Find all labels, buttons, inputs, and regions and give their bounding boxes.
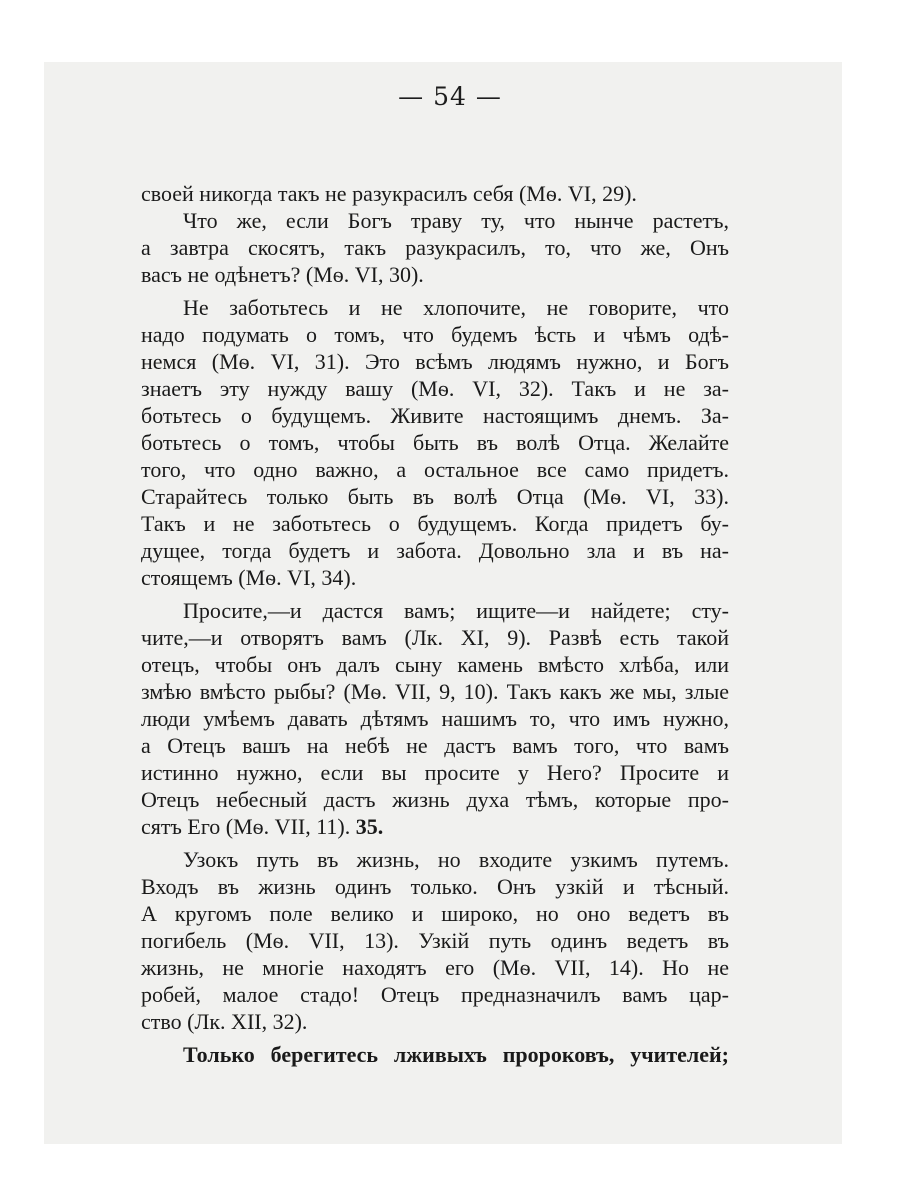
- text-line: Не заботьтесь и не хлопочите, не говорите, что: [183, 295, 729, 320]
- text-line: того, что одно важно, а остальное все само придетъ.: [141, 457, 729, 482]
- section-marker: 35.: [355, 814, 384, 839]
- body-text: [141, 180, 729, 1068]
- text-line: Старайтесь только быть въ волѣ Отца (Мѳ. VI, 33).: [141, 484, 729, 509]
- text-line: Узокъ путь въ жизнь, но входите узкимъ путемъ.: [183, 847, 729, 872]
- text-line-content: сятъ Его (Мѳ. VII, 11).: [141, 814, 351, 839]
- text-line: чите,—и отворятъ вамъ (Лк. XI, 9). Развѣ есть такой: [141, 625, 729, 650]
- page-number: — 54 —: [398, 82, 502, 111]
- text-line: Просите,—и дастся вамъ; ищите—и найдете; сту-: [183, 598, 729, 623]
- text-line: робей, малое стадо! Отецъ предназначилъ вамъ цар-: [141, 982, 729, 1007]
- text-line: ство (Лк. XII, 32).: [141, 1009, 308, 1034]
- text-line: истинно нужно, если вы просите у Него? Просите и: [141, 760, 729, 785]
- text-line: ботьтесь о будущемъ. Живите настоящимъ днемъ. За-: [141, 403, 729, 428]
- text-line: Такъ и не заботьтесь о будущемъ. Когда придетъ бу-: [141, 511, 729, 536]
- text-line: дущее, тогда будетъ и забота. Довольно зла и въ на-: [141, 538, 729, 563]
- text-line: а Отецъ вашъ на небѣ не дастъ вамъ того, что вамъ: [141, 733, 729, 758]
- paragraph: [141, 180, 729, 207]
- text-line: надо подумать о томъ, что будемъ ѣсть и чѣмъ одѣ-: [141, 322, 729, 347]
- text-line: погибель (Мѳ. VII, 13). Узкій путь одинъ ведетъ въ: [141, 928, 729, 953]
- paragraph: [141, 1041, 729, 1068]
- text-line: люди умѣемъ давать дѣтямъ нашимъ то, что имъ нужно,: [141, 706, 729, 731]
- paragraph: [141, 294, 729, 591]
- text-line: отецъ, чтобы онъ далъ сыну камень вмѣсто хлѣба, или: [141, 652, 729, 677]
- text-line: А кругомъ поле велико и широко, но оно ведетъ въ: [141, 901, 729, 926]
- text-line: Только берегитесь лживыхъ пророковъ, учителей;: [183, 1042, 729, 1067]
- text-line: [141, 813, 729, 840]
- text-line: ботьтесь о томъ, чтобы быть въ волѣ Отца. Желайте: [141, 430, 729, 455]
- text-line: васъ не одѣнетъ? (Мѳ. VI, 30).: [141, 262, 424, 287]
- paragraph: [141, 597, 729, 840]
- text-line: Отецъ небесный дастъ жизнь духа тѣмъ, которые про-: [141, 787, 729, 812]
- text-line: змѣю вмѣсто рыбы? (Мѳ. VII, 9, 10). Такъ какъ же мы, злые: [141, 679, 729, 704]
- text-line: своей никогда такъ не разукрасилъ себя (Мѳ. VI, 29).: [141, 181, 637, 206]
- paragraph: [141, 207, 729, 288]
- text-line: жизнь, не многіе находятъ его (Мѳ. VII, 14). Но не: [141, 955, 729, 980]
- text-line: стоящемъ (Мѳ. VI, 34).: [141, 565, 357, 590]
- text-line: Входъ въ жизнь одинъ только. Онъ узкій и тѣсный.: [141, 874, 729, 899]
- paragraph: [141, 846, 729, 1035]
- text-line: знаетъ эту нужду вашу (Мѳ. VI, 32). Такъ и не за-: [141, 376, 729, 401]
- text-line: а завтра скосятъ, такъ разукрасилъ, то, что же, Онъ: [141, 235, 729, 260]
- text-line: Что же, если Богъ траву ту, что нынче растетъ,: [183, 208, 729, 233]
- text-line: немся (Мѳ. VI, 31). Это всѣмъ людямъ нужно, и Богъ: [141, 349, 729, 374]
